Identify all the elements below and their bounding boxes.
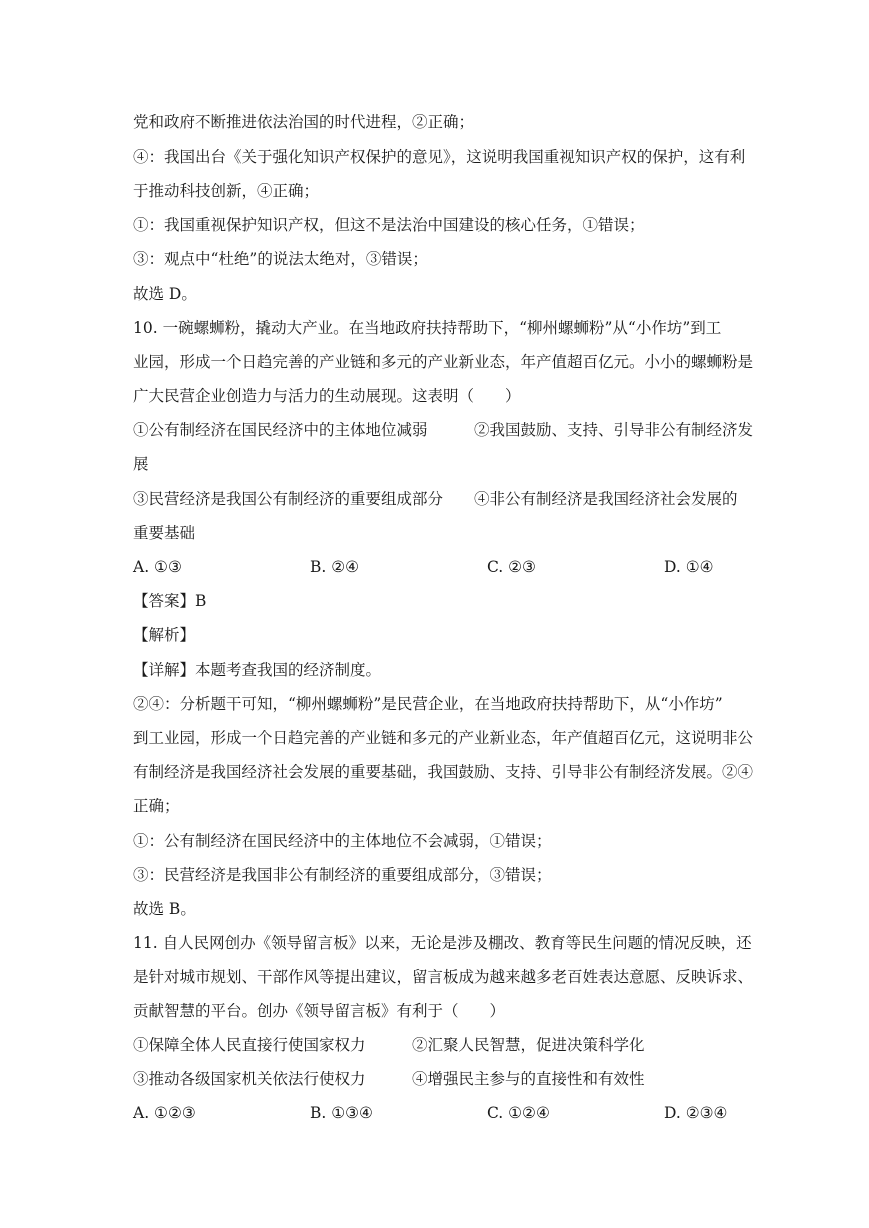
q10-analysis-label: 【解析】 (133, 626, 196, 644)
q10-stem-line: 业园，形成一个日趋完善的产业链和多元的产业新业态，年产值超百亿元。小小的螺蛳粉是 (133, 353, 754, 371)
q10-option-b: B. ②④ (310, 558, 360, 576)
q11-statement-line: ③推动各级国家机关依法行使权力 ④增强民主参与的直接性和有效性 (133, 1070, 645, 1088)
q11-option-b: B. ①③④ (310, 1104, 373, 1122)
q10-stem-line: 广大民营企业创造力与活力的生动展现。这表明（ ） (133, 387, 521, 405)
q10-statement-line: ①公有制经济在国民经济中的主体地位减弱 ②我国鼓励、支持、引导非公有制经济发 (133, 421, 754, 439)
q11-statement-line: ①保障全体人民直接行使国家权力 ②汇聚人民智慧，促进决策科学化 (133, 1036, 645, 1054)
q10-explanation-line: 到工业园，形成一个日趋完善的产业链和多元的产业新业态，年产值超百亿元，这说明非公 (133, 729, 754, 747)
q9-text-line: 故选 D。 (133, 285, 197, 303)
q10-explanation-line: 有制经济是我国经济社会发展的重要基础，我国鼓励、支持、引导非公有制经济发展。②④ (133, 763, 754, 781)
q11-stem-line: 贡献智慧的平台。创办《领导留言板》有利于（ ） (133, 1002, 506, 1020)
q10-statement-line: 重要基础 (133, 524, 196, 542)
q10-explanation-line: ③：民营经济是我国非公有制经济的重要组成部分，③错误； (133, 866, 552, 884)
q11-option-a: A. ①②③ (133, 1104, 196, 1122)
q9-text-line: ④：我国出台《关于强化知识产权保护的意见》，这说明我国重视知识产权的保护，这有利 (133, 148, 746, 166)
q11-option-d: D. ②③④ (664, 1104, 728, 1122)
q9-text-line: ①：我国重视保护知识产权，但这不是法治中国建设的核心任务，①错误； (133, 216, 645, 234)
q10-detail: 【详解】本题考查我国的经济制度。 (133, 661, 382, 679)
q11-options (133, 1103, 743, 1123)
q10-answer: 【答案】B (133, 592, 207, 610)
q9-text-line: 党和政府不断推进依法治国的时代进程，②正确； (133, 113, 475, 131)
q10-stem-line: 10. 一碗螺蛳粉，撬动大产业。在当地政府扶持帮助下，“柳州螺蛳粉”从“小作坊”到工 (133, 319, 722, 337)
q10-explanation-line: ①：公有制经济在国民经济中的主体地位不会减弱，①错误； (133, 832, 552, 850)
q10-statement-line: 展 (133, 455, 149, 473)
q10-statement-line: ③民营经济是我国公有制经济的重要组成部分 ④非公有制经济是我国经济社会发展的 (133, 490, 738, 508)
q10-options (133, 557, 743, 577)
q11-stem-line: 11. 自人民网创办《领导留言板》以来，无论是涉及棚改、教育等民生问题的情况反映，还 (133, 934, 752, 952)
q10-option-c: C. ②③ (487, 558, 536, 576)
q9-text-line: 于推动科技创新，④正确； (133, 182, 320, 200)
q9-text-line: ③：观点中“杜绝”的说法太绝对，③错误； (133, 250, 428, 268)
q10-explanation-line: ②④：分析题干可知，“柳州螺蛳粉”是民营企业，在当地政府扶持帮助下，从“小作坊” (133, 695, 723, 713)
q11-option-c: C. ①②④ (487, 1104, 550, 1122)
q10-option-d: D. ①④ (664, 558, 714, 576)
q11-stem-line: 是针对城市规划、干部作风等提出建议，留言板成为越来越多老百姓表达意愿、反映诉求、 (133, 968, 754, 986)
q10-explanation-line: 正确； (133, 797, 180, 815)
q10-option-a: A. ①③ (133, 558, 182, 576)
q10-explanation-line: 故选 B。 (133, 900, 196, 918)
